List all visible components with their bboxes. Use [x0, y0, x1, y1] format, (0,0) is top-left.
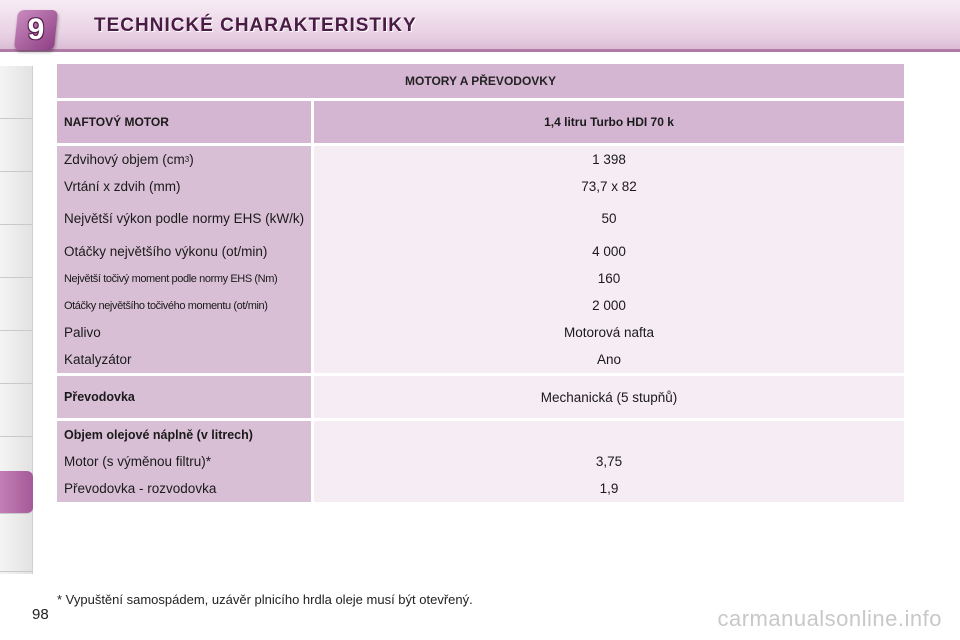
spec-label	[57, 146, 311, 173]
chapter-tab[interactable]	[0, 172, 32, 225]
spec-label-suffix: )	[189, 152, 194, 167]
chapter-tab[interactable]	[0, 225, 32, 278]
spec-label: Vrtání x zdvih (mm)	[64, 179, 181, 194]
oil-value: 1,9	[599, 481, 619, 496]
gearbox-value-cell	[314, 376, 904, 418]
engine-model-header: 1,4 litru Turbo HDI 70 k	[314, 101, 904, 143]
oil-label: Převodovka - rozvodovka	[64, 481, 217, 496]
gearbox-label: Převodovka	[64, 390, 135, 404]
engine-specs-group	[57, 146, 904, 373]
oil-label: Motor (s výměnou filtru)*	[64, 454, 212, 469]
engine-labels	[57, 146, 311, 373]
spec-label: Otáčky největšího výkonu (ot/min)	[64, 244, 268, 259]
header-divider	[0, 49, 960, 52]
oil-values	[314, 421, 904, 502]
spec-label-sup: 3	[184, 155, 190, 164]
chapter-tab[interactable]	[0, 384, 32, 437]
oil-value: 3,75	[595, 454, 623, 469]
chapter-tab[interactable]	[0, 278, 32, 331]
chapter-tab-strip	[0, 66, 33, 574]
oil-labels	[57, 421, 311, 502]
spec-label-text: Zdvihový objem (cm	[64, 152, 185, 167]
chapter-tab[interactable]	[0, 66, 32, 119]
page-number: 98	[32, 606, 49, 623]
spec-value: 160	[597, 271, 621, 286]
oil-heading: Objem olejové náplně (v litrech)	[64, 427, 253, 442]
spec-label: Otáčky největšího točivého momentu (ot/min)	[64, 299, 268, 312]
chapter-tab[interactable]	[0, 519, 32, 572]
page-title: TECHNICKÉ CHARAKTERISTIKY	[94, 15, 417, 36]
spec-label: Největší točivý moment podle normy EHS (Nm)	[64, 272, 278, 285]
spec-value: 2 000	[592, 298, 626, 313]
spec-value: 50	[601, 211, 617, 226]
chapter-number: 9	[27, 13, 45, 46]
table-title: MOTORY A PŘEVODOVKY	[57, 64, 904, 98]
footnote: * Vypuštění samospádem, uzávěr plnicího hrdla oleje musí být otevřený.	[57, 592, 473, 607]
spec-label: Katalyzátor	[64, 352, 132, 367]
spec-value: 1 398	[592, 152, 626, 167]
spec-value: 73,7 x 82	[581, 179, 637, 194]
table-header-row	[57, 101, 904, 143]
engine-type-header: NAFTOVÝ MOTOR	[57, 101, 311, 143]
oil-heading-spacer	[314, 421, 904, 448]
gearbox-label-cell	[57, 376, 311, 418]
gearbox-group	[57, 376, 904, 418]
engine-values	[314, 146, 904, 373]
engine-spec-table	[57, 64, 904, 502]
spec-label: Největší výkon podle normy EHS (kW/k)	[64, 211, 305, 226]
spec-value: 4 000	[592, 244, 626, 259]
oil-capacity-group	[57, 421, 904, 502]
chapter-tab-active[interactable]	[0, 471, 33, 514]
chapter-tab[interactable]	[0, 119, 32, 172]
chapter-tab[interactable]	[0, 331, 32, 384]
watermark: carmanualsonline.info	[717, 606, 942, 631]
spec-value: Ano	[596, 352, 622, 367]
spec-value: Motorová nafta	[563, 325, 655, 340]
gearbox-value: Mechanická (5 stupňů)	[540, 389, 678, 405]
spec-label: Palivo	[64, 325, 101, 340]
